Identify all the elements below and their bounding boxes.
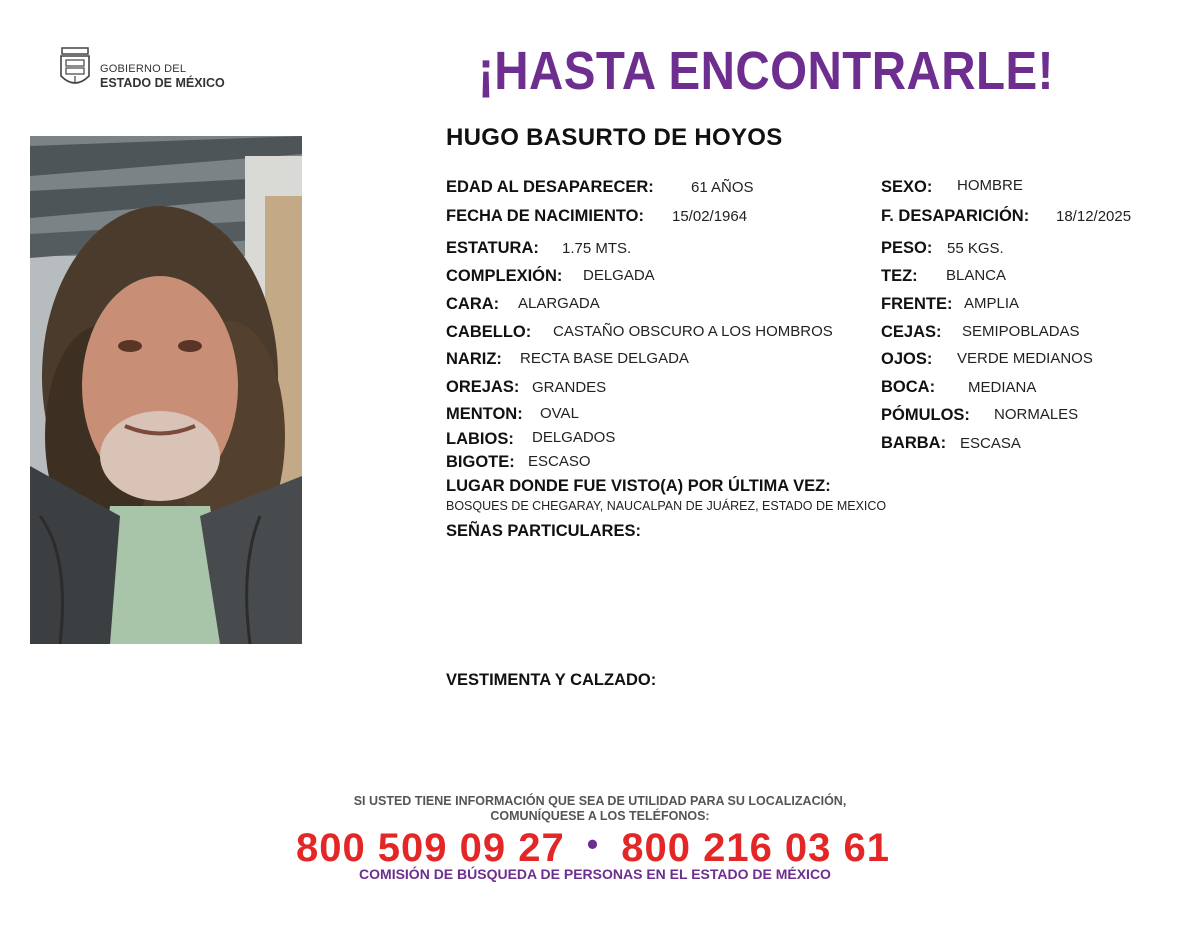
phone-number-1[interactable]: 800 509 09 27: [295, 826, 565, 870]
person-name: HUGO BASURTO DE HOYOS: [446, 124, 783, 151]
pomulos-value: NORMALES: [994, 406, 1079, 423]
info-line-1: SI USTED TIENE INFORMACIÓN QUE SEA DE UTILIDAD PARA SU LOCALIZACIÓN,: [353, 794, 847, 808]
fecha-nacimiento-value: 15/02/1964: [672, 208, 748, 225]
complexion-value: DELGADA: [583, 267, 655, 284]
cejas-value: SEMIPOBLADAS: [962, 323, 1080, 340]
peso-value: 55 KGS.: [947, 240, 1004, 257]
peso-label: PESO:: [881, 239, 933, 257]
orejas-label: OREJAS:: [446, 378, 520, 396]
phone-number-2[interactable]: 800 216 03 61: [621, 826, 891, 870]
barba-value: ESCASA: [960, 435, 1021, 452]
cara-label: CARA:: [446, 295, 500, 313]
vestimenta-label: VESTIMENTA Y CALZADO:: [446, 671, 657, 689]
cara-value: ALARGADA: [518, 295, 600, 312]
cabello-value: CASTAÑO OBSCURO A LOS HOMBROS: [553, 323, 833, 340]
logo-line-2: ESTADO DE MÉXICO: [100, 76, 225, 90]
fecha-desaparicion-value: 18/12/2025: [1056, 208, 1132, 225]
cejas-label: CEJAS:: [881, 323, 942, 341]
logo-line-1: GOBIERNO DEL: [100, 63, 187, 75]
fecha-desaparicion-label: F. DESAPARICIÓN:: [881, 207, 1030, 225]
cabello-label: CABELLO:: [446, 323, 532, 341]
barba-label: BARBA:: [881, 434, 947, 452]
nariz-value: RECTA BASE DELGADA: [520, 350, 689, 367]
phone-separator: •: [586, 826, 600, 862]
person-photo: [30, 136, 302, 644]
labios-value: DELGADOS: [532, 429, 616, 446]
frente-value: AMPLIA: [964, 295, 1020, 312]
commission-name: COMISIÓN DE BÚSQUEDA DE PERSONAS EN EL ESTADO DE MÉXICO: [359, 866, 831, 882]
sexo-value: HOMBRE: [957, 177, 1023, 194]
menton-value: OVAL: [540, 405, 579, 422]
nariz-label: NARIZ:: [446, 350, 502, 368]
estatura-label: ESTATURA:: [446, 239, 539, 257]
state-seal-icon: [58, 46, 92, 90]
labios-label: LABIOS:: [446, 430, 514, 448]
ojos-value: VERDE MEDIANOS: [957, 350, 1093, 367]
lugar-value: BOSQUES DE CHEGARAY, NAUCALPAN DE JUÁREZ, ESTADO DE MEXICO: [446, 499, 887, 513]
tez-label: TEZ:: [881, 267, 918, 285]
info-line-2: COMUNÍQUESE A LOS TELÉFONOS:: [490, 809, 710, 823]
bigote-label: BIGOTE:: [446, 453, 515, 471]
estatura-value: 1.75 MTS.: [562, 240, 632, 257]
orejas-value: GRANDES: [532, 379, 607, 396]
edad-value: 61 AÑOS: [691, 179, 754, 196]
sexo-label: SEXO:: [881, 178, 933, 196]
edad-label: EDAD AL DESAPARECER:: [446, 178, 654, 196]
complexion-label: COMPLEXIÓN:: [446, 267, 563, 285]
page-title: ¡HASTA ENCONTRARLE!: [478, 41, 1054, 101]
ojos-label: OJOS:: [881, 350, 933, 368]
phone-numbers: [0, 826, 1186, 871]
frente-label: FRENTE:: [881, 295, 953, 313]
person-portrait-image: [30, 136, 302, 644]
pomulos-label: PÓMULOS:: [881, 406, 970, 424]
lugar-label: LUGAR DONDE FUE VISTO(A) POR ÚLTIMA VEZ:: [446, 477, 831, 495]
senas-label: SEÑAS PARTICULARES:: [446, 522, 641, 540]
tez-value: BLANCA: [946, 267, 1007, 284]
menton-label: MENTON:: [446, 405, 523, 423]
boca-label: BOCA:: [881, 378, 936, 396]
bigote-value: ESCASO: [528, 453, 591, 470]
fecha-nacimiento-label: FECHA DE NACIMIENTO:: [446, 207, 644, 225]
boca-value: MEDIANA: [968, 379, 1037, 396]
